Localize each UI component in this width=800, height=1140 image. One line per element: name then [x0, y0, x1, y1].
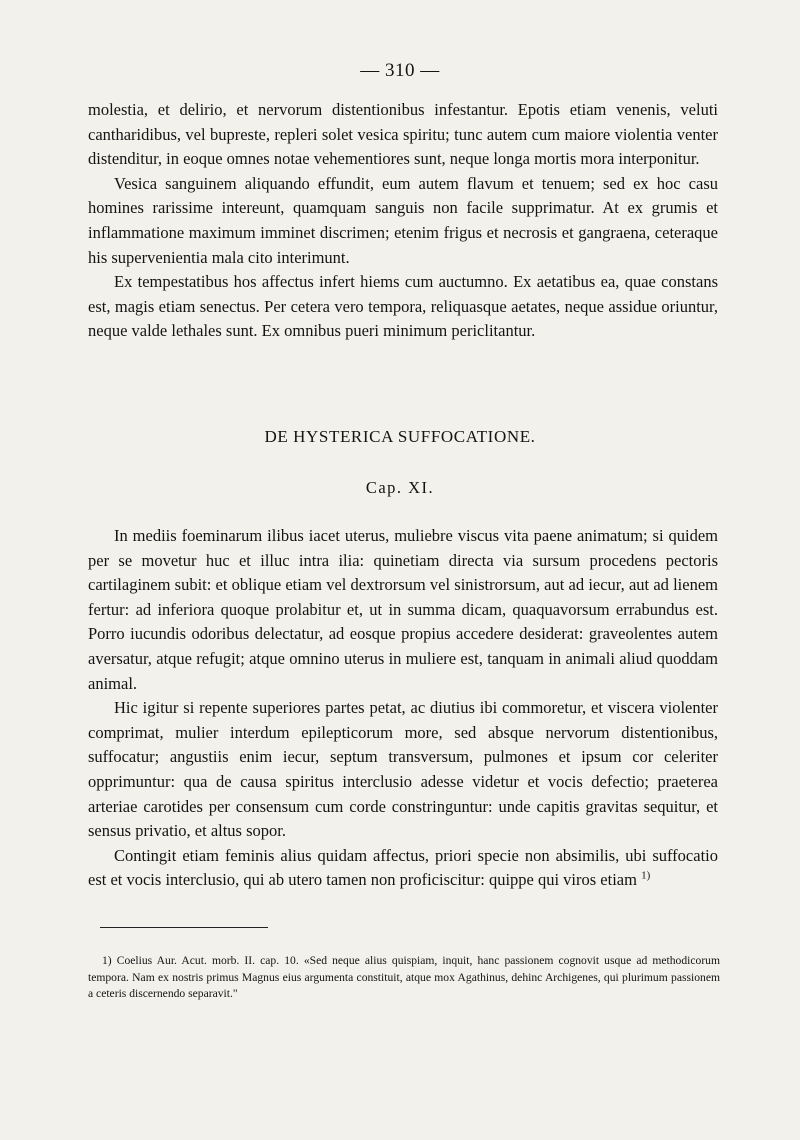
page-number: — 310 —	[360, 60, 440, 81]
paragraph: Vesica sanguinem aliquando effundit, eum autem flavum et tenuem; sed ex hoc casu homines rarissime intereunt, quamquam sanguis non facile supprimatur. At ex grumis et inflammatione maximum imminet discrimen; etenim frigus et necrosis et gangraena, ceteraque his supervenientia mala cito interimunt.	[88, 173, 718, 267]
footnote-text: 1) Coelius Aur. Acut. morb. II. cap. 10. «Sed neque alius quispiam, inquit, hanc passionem cognovit usque ad methodicorum tempora. Nam ex nostris primus Magnus eius argumenta constituit, atque mox Agathinus, dehinc Archigenes, qui plurimum passionem a ceteris discernendo separavit."	[88, 954, 720, 1000]
paragraph-text: Contingit etiam feminis alius quidam affectus, priori specie non absimilis, ubi suffocatio est et vocis interclusio, qui ab utero tamen non proficiscitur: quippe qui viros etiam	[88, 845, 718, 890]
paragraph: In mediis foeminarum ilibus iacet uterus, muliebre viscus vita paene animatum; si quidem per se movetur huc et illuc intra ilia: quinetiam directa via sursum procedens pectoris cartilaginem subit: et oblique etiam vel dextrorsum vel sinistrorsum, aut ad iecur, aut ad lienem fertur: ad inferiora quoque prolabitur et, ut in summa dicam, quaquavorsum errabundus est. Porro iucundis odoribus delectatur, ad eosque propius accedere desiderat: graveolentes autem aversatur, atque refugit; atque omnino uterus in muliere est, tanquam in animali aliud quoddam animal.	[88, 526, 718, 693]
top-text-block	[88, 98, 718, 344]
paragraph: Hic igitur si repente superiores partes petat, ac diutius ibi commoretur, et viscera violenter comprimat, mulier interdum epilepticorum more, sed absque nervorum distentionibus, suffocatur; angustiis enim iecur, septum transversum, pulmones et ipsum cor celeriter opprimuntur: qua de causa spiritus interclusio adesse videtur et vocis defectio; praeterea arteriae carotides per consensum cum corde constringuntur: unde capitis gravitas sequitur, et sensus privatio, et altus sopor.	[88, 698, 718, 841]
footnote	[88, 953, 720, 1003]
paragraph: Ex tempestatibus hos affectus infert hiems cum auctumno. Ex aetatibus ea, quae constans est, magis etiam senectus. Per cetera vero tempora, reliquasque aetates, neque assidue oriuntur, neque valde lethales sunt. Ex omnibus pueri minimum periclitantur.	[88, 272, 718, 341]
section-title: DE HYSTERICA SUFFOCATIONE.	[264, 427, 536, 446]
paragraph: molestia, et delirio, et nervorum distentionibus infestantur. Epotis etiam venenis, veluti cantharidibus, vel bupreste, repleri solet vesica spiritu; tunc autem cum maiore violentia venter distenditur, in eoque omnes notae vehementiores sunt, neque longa mortis mora interponitur.	[88, 100, 718, 169]
paragraph	[88, 844, 718, 893]
footnote-divider	[100, 927, 268, 928]
bottom-text-block	[88, 524, 718, 893]
footnote-marker: 1)	[641, 869, 651, 882]
chapter-title: Cap. XI.	[365, 478, 435, 497]
